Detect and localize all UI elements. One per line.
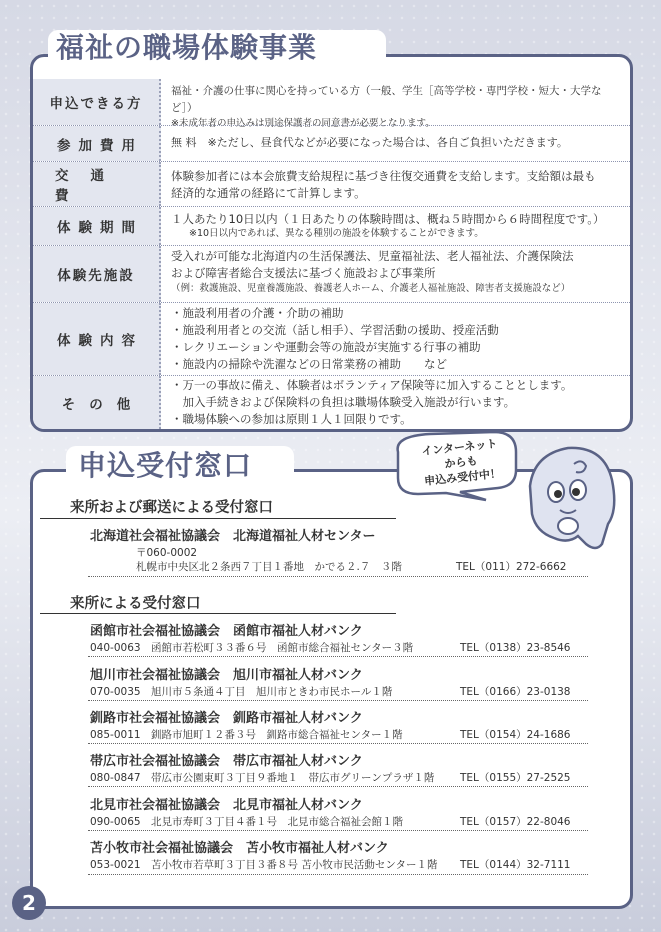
office-address: 040-0063 函館市若松町３３番６号 函館市総合福祉センター３階 bbox=[90, 642, 414, 654]
row-text: 無 料 ※ただし、昼食代などが必要になった場合は、各自ご負担いただきます。 bbox=[171, 136, 568, 149]
office-name: 釧路市社会福祉協議会 釧路市福祉人材バンク bbox=[90, 711, 363, 726]
row-facilities bbox=[33, 246, 630, 302]
office-tel: TEL（0155）27-2525 bbox=[460, 772, 571, 784]
office-name: 函館市社会福祉協議会 函館市福祉人材バンク bbox=[90, 624, 363, 639]
row-text: 経済的な通常の経路にて計算します。 bbox=[171, 186, 366, 200]
row-text: 受入れが可能な北海道内の生活保護法、児童福祉法、老人福祉法、介護保険法 bbox=[171, 249, 574, 263]
bubble-line: からも bbox=[443, 454, 479, 471]
row-label: 体験期間 bbox=[33, 207, 161, 245]
row-other bbox=[33, 376, 630, 429]
office-name: 苫小牧市社会福祉協議会 苫小牧市福祉人材バンク bbox=[90, 841, 389, 856]
row-divider bbox=[88, 576, 588, 577]
row-text: ・レクリエーションや運動会等の施設が実施する行事の補助 bbox=[171, 340, 481, 354]
row-divider bbox=[88, 786, 588, 787]
mascot-icon bbox=[512, 440, 622, 558]
row-value bbox=[161, 376, 630, 429]
row-note: ※10日以内であれば、異なる種別の施設を体験することができます。 bbox=[189, 228, 484, 239]
office-tel: TEL（0157）22-8046 bbox=[460, 816, 571, 828]
office-tel: TEL（0144）32-7111 bbox=[460, 859, 571, 871]
office-name: 帯広市社会福祉協議会 帯広市福祉人材バンク bbox=[90, 754, 363, 769]
row-label: 参加費用 bbox=[33, 126, 161, 161]
row-text: ・施設内の掃除や洗濯などの日常業務の補助 など bbox=[171, 357, 447, 371]
office-tel: TEL（0138）23-8546 bbox=[460, 642, 571, 654]
program-details-panel bbox=[30, 54, 633, 432]
row-value bbox=[161, 246, 630, 302]
bubble-line: インターネット bbox=[420, 437, 498, 459]
row-value bbox=[161, 162, 630, 206]
main-office-name: 北海道社会福祉協議会 北海道福祉人材センター bbox=[90, 529, 376, 544]
row-text: および障害者総合支援法に基づく施設および事業所 bbox=[171, 266, 436, 280]
heading-underline bbox=[40, 518, 396, 519]
visit-heading: 来所による受付窓口 bbox=[70, 596, 201, 612]
office-tel: TEL（0166）23-0138 bbox=[460, 686, 571, 698]
row-text: 福祉・介護の仕事に関心を持っている方（一般、学生［高等学校・専門学校・短大・大学など］） bbox=[171, 85, 602, 114]
row-label: 体験内容 bbox=[33, 303, 161, 375]
main-office-postal: 〒060-0002 bbox=[136, 547, 198, 559]
row-value bbox=[161, 207, 630, 245]
row-period bbox=[33, 207, 630, 245]
office-address: 090-0065 北見市寿町３丁目４番１号 北見市総合福祉会館１階 bbox=[90, 816, 404, 828]
row-label: 体験先施設 bbox=[33, 246, 161, 302]
row-divider bbox=[88, 874, 588, 875]
heading-underline bbox=[40, 613, 396, 614]
row-text: ・施設利用者の介護・介助の補助 bbox=[171, 306, 344, 320]
office-address: 053-0021 苫小牧市若草町３丁目３番８号 苫小牧市民活動センター１階 bbox=[90, 859, 438, 871]
row-fee bbox=[33, 126, 630, 161]
office-address: 070-0035 旭川市５条通４丁目 旭川市ときわ市民ホール１階 bbox=[90, 686, 393, 698]
row-divider bbox=[88, 830, 588, 831]
office-tel: TEL（0154）24-1686 bbox=[460, 729, 571, 741]
row-text: ・職場体験への参加は原則１人１回限りです。 bbox=[171, 412, 412, 426]
row-value bbox=[161, 303, 630, 375]
row-value bbox=[161, 79, 630, 129]
row-text: 加入手続きおよび保険料の負担は職場体験受入施設が行います。 bbox=[171, 395, 516, 409]
main-office-tel: TEL（011）272-6662 bbox=[456, 561, 567, 573]
section-title: 申込受付窓口 bbox=[78, 449, 253, 482]
row-label: 申込できる方 bbox=[33, 79, 161, 125]
bubble-line: 申込み受付中！ bbox=[423, 466, 502, 488]
page-number: 2 bbox=[12, 886, 46, 920]
row-label: その他 bbox=[33, 376, 161, 429]
row-text: 体験参加者には本会旅費支給規程に基づき往復交通費を支給します。支給額は最も bbox=[171, 169, 596, 183]
row-label: 交通費 bbox=[33, 162, 161, 206]
section-title: 福祉の職場体験事業 bbox=[56, 31, 318, 64]
office-name: 旭川市社会福祉協議会 旭川市福祉人材バンク bbox=[90, 668, 363, 683]
row-text: ・万一の事故に備え、体験者はボランティア保険等に加入することとします。 bbox=[171, 378, 573, 392]
main-office-address: 札幌市中央区北２条西７丁目１番地 かでる２.７ ３階 bbox=[136, 561, 402, 573]
row-divider bbox=[88, 700, 588, 701]
office-name: 北見市社会福祉協議会 北見市福祉人材バンク bbox=[90, 798, 363, 813]
office-address: 080-0847 帯広市公園東町３丁目９番地１ 帯広市グリーンプラザ１階 bbox=[90, 772, 435, 784]
mail-heading: 来所および郵送による受付窓口 bbox=[70, 500, 273, 516]
row-value bbox=[161, 126, 630, 161]
row-transport bbox=[33, 162, 630, 206]
office-address: 085-0011 釧路市旭町１２番３号 釧路市総合福祉センター１階 bbox=[90, 729, 403, 741]
row-note: ※未成年者の申込みは別途保護者の同意書が必要となります。 bbox=[171, 118, 435, 129]
row-text: ・施設利用者との交流（話し相手）、学習活動の援助、授産活動 bbox=[171, 323, 499, 337]
row-note: （例：救護施設、児童養護施設、養護老人ホーム、介護老人福祉施設、障害者支援施設など） bbox=[171, 283, 571, 294]
row-divider bbox=[88, 743, 588, 744]
row-eligibility bbox=[33, 79, 630, 129]
row-text: １人あたり10日以内（１日あたりの体験時間は、概ね５時間から６時間程度です。） bbox=[171, 212, 605, 226]
row-divider bbox=[88, 656, 588, 657]
row-content bbox=[33, 303, 630, 375]
